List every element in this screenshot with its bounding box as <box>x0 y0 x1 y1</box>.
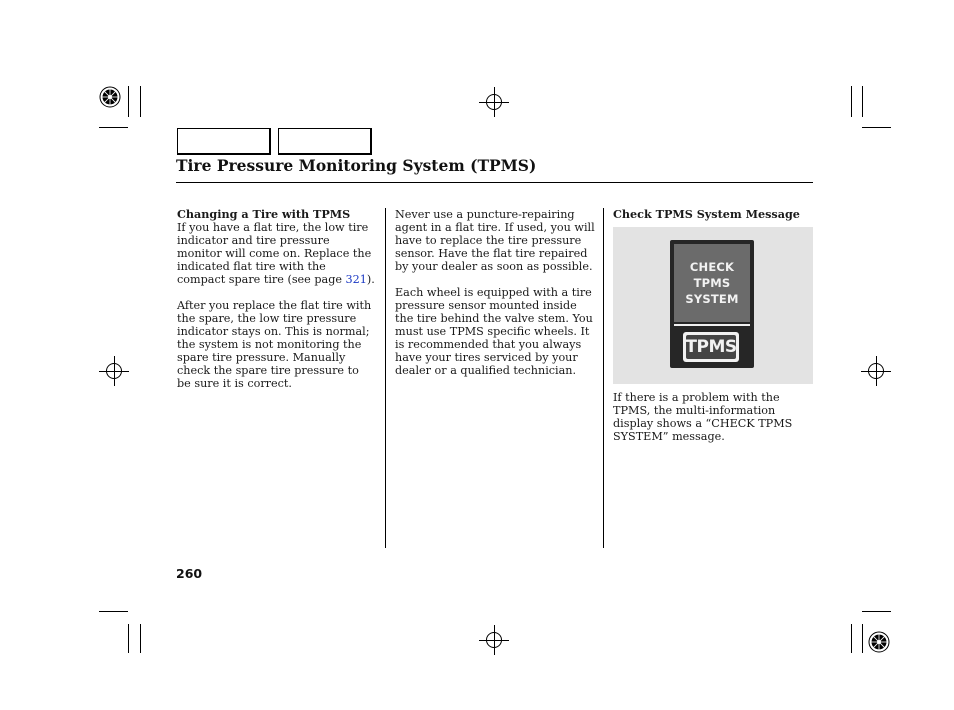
column-divider <box>603 208 604 548</box>
registration-target-icon <box>99 356 129 386</box>
column-divider <box>385 208 386 548</box>
crop-mark <box>128 86 129 117</box>
column-1 <box>177 208 375 390</box>
crop-mark <box>851 86 852 117</box>
registration-starburst-icon <box>99 86 121 108</box>
paragraph: If there is a problem with the TPMS, the multi-information display shows a “CHECK TPMS SYSTEM” message. <box>613 391 793 443</box>
crop-mark <box>140 624 141 653</box>
display-bezel <box>670 240 754 368</box>
section-heading: Changing a Tire with TPMS <box>177 207 351 221</box>
crop-mark <box>128 624 129 653</box>
column-3 <box>613 391 815 443</box>
paragraph: If you have a flat tire, the low tire indicator and tire pressure monitor will come on. Replace the indicated flat tire with the compact spare tire (see page 321). <box>177 221 375 286</box>
display-divider <box>674 324 750 326</box>
crop-mark <box>862 611 891 612</box>
column-3-heading-wrap <box>613 208 813 221</box>
registration-target-icon <box>479 87 509 117</box>
paragraph: After you replace the flat tire with the spare, the low tire pressure indicator stays on. This is normal; the system is not monitoring the spare tire pressure. Manually check the spare tire pressure to be sure it is correct. <box>177 299 372 390</box>
crop-mark <box>862 624 863 653</box>
crop-mark <box>140 86 141 117</box>
paragraph: Never use a puncture-repairing agent in a flat tire. If used, you will have to replace the tire pressure sensor. Have the flat tire repaired by your dealer as soon as possible. <box>395 208 595 273</box>
display-screen <box>674 244 750 322</box>
page-title: Tire Pressure Monitoring System (TPMS) <box>176 156 537 175</box>
tpms-indicator-label: TPMS <box>685 337 737 357</box>
crop-mark <box>99 611 128 612</box>
header-tab-box <box>278 128 372 155</box>
tpms-indicator <box>683 332 739 362</box>
registration-starburst-icon <box>868 631 890 653</box>
crop-mark <box>99 127 128 128</box>
section-heading: Check TPMS System Message <box>613 207 800 221</box>
display-message: CHECK TPMS SYSTEM <box>685 260 739 306</box>
crop-mark <box>851 624 852 653</box>
title-rule <box>176 182 813 183</box>
page-reference-link[interactable]: 321 <box>345 273 367 286</box>
paragraph: Each wheel is equipped with a tire pressure sensor mounted inside the tire behind the valve stem. You must use TPMS specific wheels. It is recommended that you always have your tires serviced by your dealer or a qualified technician. <box>395 286 593 377</box>
crop-mark <box>862 127 891 128</box>
header-tab-box <box>177 128 271 155</box>
registration-target-icon <box>479 625 509 655</box>
column-2 <box>395 208 595 377</box>
crop-mark <box>862 86 863 117</box>
registration-target-icon <box>861 356 891 386</box>
multi-information-display-illustration <box>613 227 813 384</box>
page-number: 260 <box>176 566 203 581</box>
